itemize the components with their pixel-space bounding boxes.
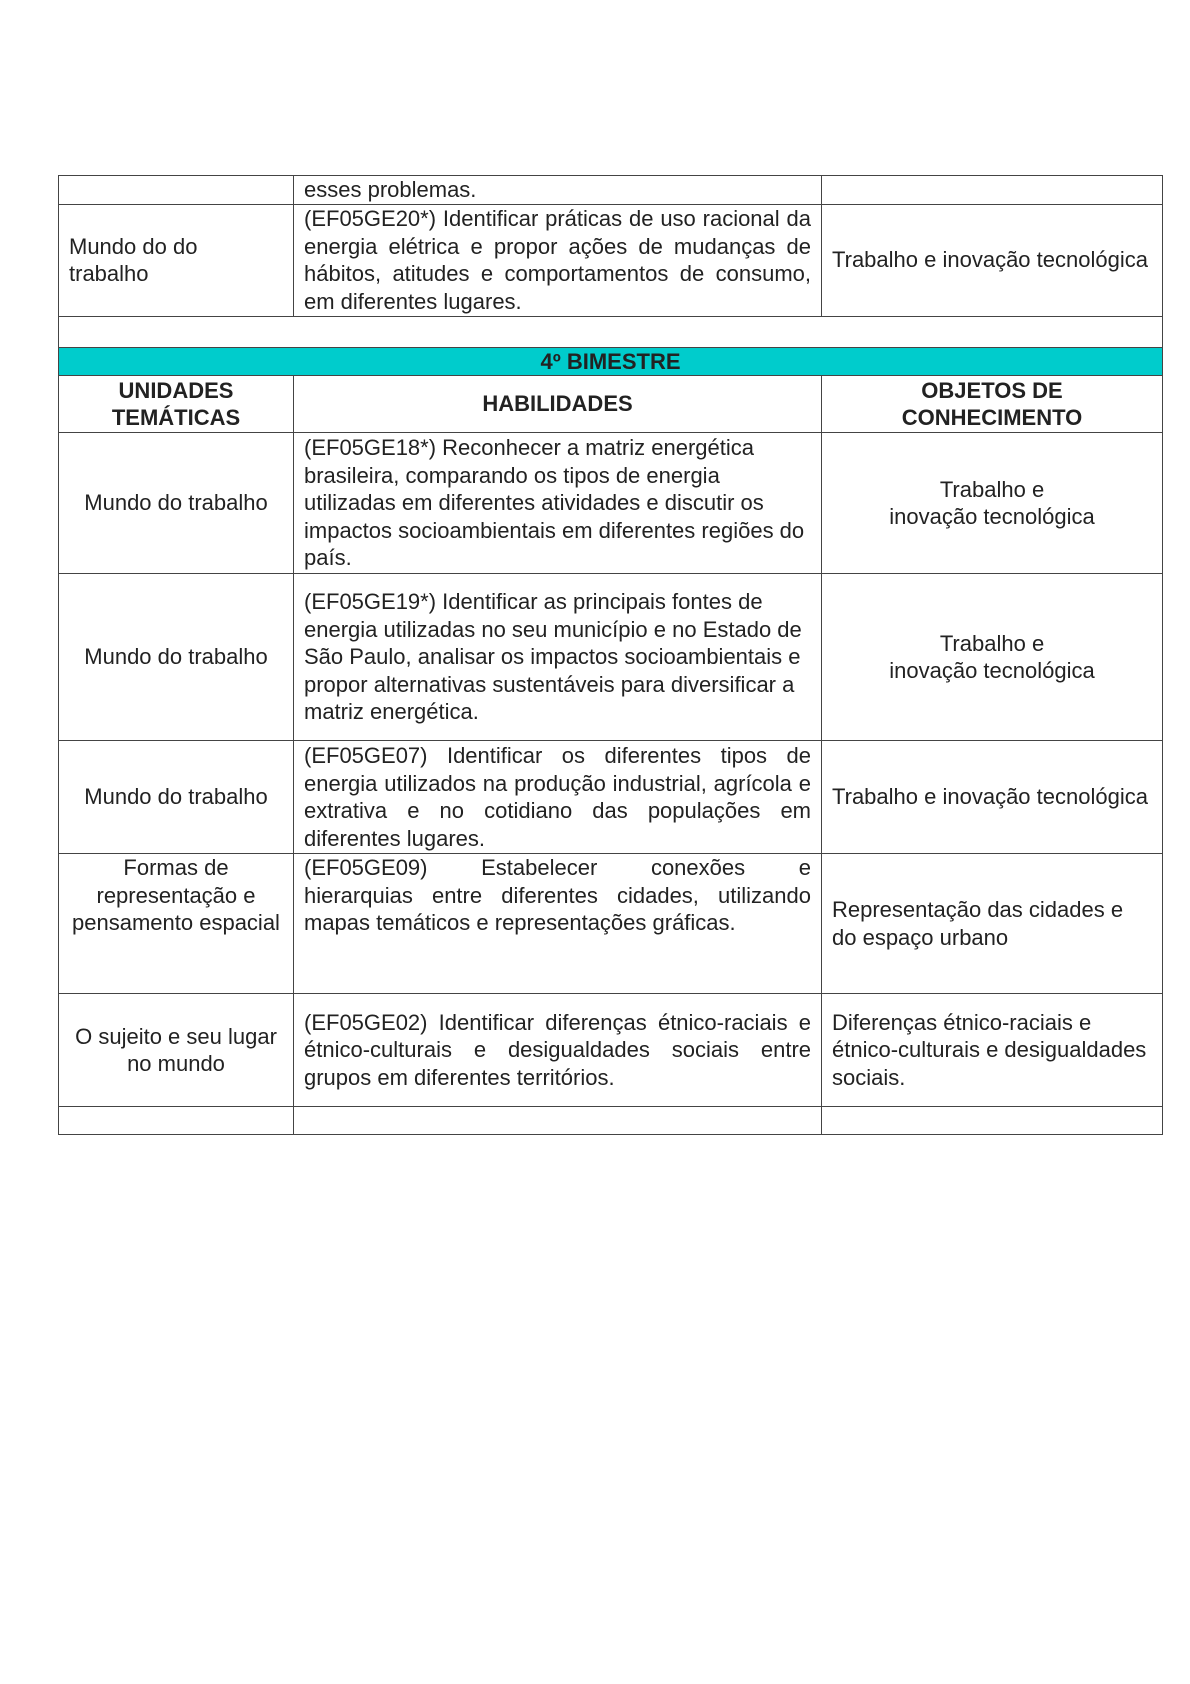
objeto-cell: Diferenças étnico-raciais e étnico-culturais e desigualdades sociais. xyxy=(822,994,1163,1107)
habilidade-rest: hierarquias entre diferentes cidades, utilizando mapas temáticos e representações gráficas. xyxy=(304,882,811,935)
empty-cell xyxy=(294,1107,822,1135)
unidade-cell: O sujeito e seu lugar no mundo xyxy=(59,994,294,1107)
unidade-cell: Mundo do do trabalho xyxy=(59,204,294,316)
empty-cell xyxy=(59,1107,294,1135)
objeto-cell xyxy=(822,574,1163,741)
unidade-cell: Mundo do trabalho xyxy=(59,574,294,741)
unidade-cell: Mundo do trabalho xyxy=(59,433,294,574)
habilidade-cell xyxy=(294,854,822,994)
continuation-row xyxy=(59,176,1163,205)
objeto-cell: Trabalho e inovação tecnológica xyxy=(822,741,1163,854)
habilidade-line-1: (EF05GE09) Estabelecer conexões e xyxy=(304,855,811,880)
empty-row xyxy=(59,1107,1163,1135)
header-habilidades: HABILIDADES xyxy=(294,376,822,433)
unidade-cell: Mundo do trabalho xyxy=(59,741,294,854)
continuation-unidade-cell xyxy=(59,176,294,205)
habilidade-cell: (EF05GE07) Identificar os diferentes tipos de energia utilizados na produção industrial, agrícola e extrativa e no cotidiano das populações em diferentes lugares. xyxy=(294,741,822,854)
table-row xyxy=(59,994,1163,1107)
header-row xyxy=(59,376,1163,433)
objeto-cell: Representação das cidades e do espaço urbano xyxy=(822,854,1163,994)
header-unidades: UNIDADES TEMÁTICAS xyxy=(59,376,294,433)
table-row xyxy=(59,574,1163,741)
table-row xyxy=(59,204,1163,316)
header-objetos: OBJETOS DE CONHECIMENTO xyxy=(822,376,1163,433)
bimestre-title: 4º BIMESTRE xyxy=(59,347,1163,376)
table-row xyxy=(59,741,1163,854)
empty-cell xyxy=(822,1107,1163,1135)
continuation-habilidade-cell: esses problemas. xyxy=(294,176,822,205)
curriculum-table xyxy=(58,175,1163,1135)
spacer-cell xyxy=(59,316,1163,347)
table-row xyxy=(59,433,1163,574)
habilidade-cell: (EF05GE19*) Identificar as principais fontes de energia utilizadas no seu município e no Estado de São Paulo, analisar os impactos socioambientais e propor alternativas sustentáveis para diversificar a matriz energética. xyxy=(294,574,822,741)
bimestre-band xyxy=(59,347,1163,376)
unidade-cell: Formas de representação e pensamento espacial xyxy=(59,854,294,994)
continuation-objeto-cell xyxy=(822,176,1163,205)
spacer-row xyxy=(59,316,1163,347)
objeto-line-1: Trabalho e xyxy=(939,630,1045,656)
habilidade-cell: (EF05GE18*) Reconhecer a matriz energética brasileira, comparando os tipos de energia utilizadas em diferentes atividades e discutir os impactos socioambientais em diferentes regiões do país. xyxy=(294,433,822,574)
table-row xyxy=(59,854,1163,994)
objeto-line-1: Trabalho e xyxy=(939,476,1045,502)
objeto-cell: Trabalho e inovação tecnológica xyxy=(822,204,1163,316)
objeto-line-2: inovação tecnológica xyxy=(889,658,1095,683)
habilidade-cell: (EF05GE20*) Identificar práticas de uso racional da energia elétrica e propor ações de mudanças de hábitos, atitudes e comportamentos de consumo, em diferentes lugares. xyxy=(294,204,822,316)
objeto-line-2: inovação tecnológica xyxy=(889,504,1095,529)
habilidade-cell: (EF05GE02) Identificar diferenças étnico-raciais e étnico-culturais e desigualdades sociais entre grupos em diferentes territórios. xyxy=(294,994,822,1107)
objeto-cell xyxy=(822,433,1163,574)
